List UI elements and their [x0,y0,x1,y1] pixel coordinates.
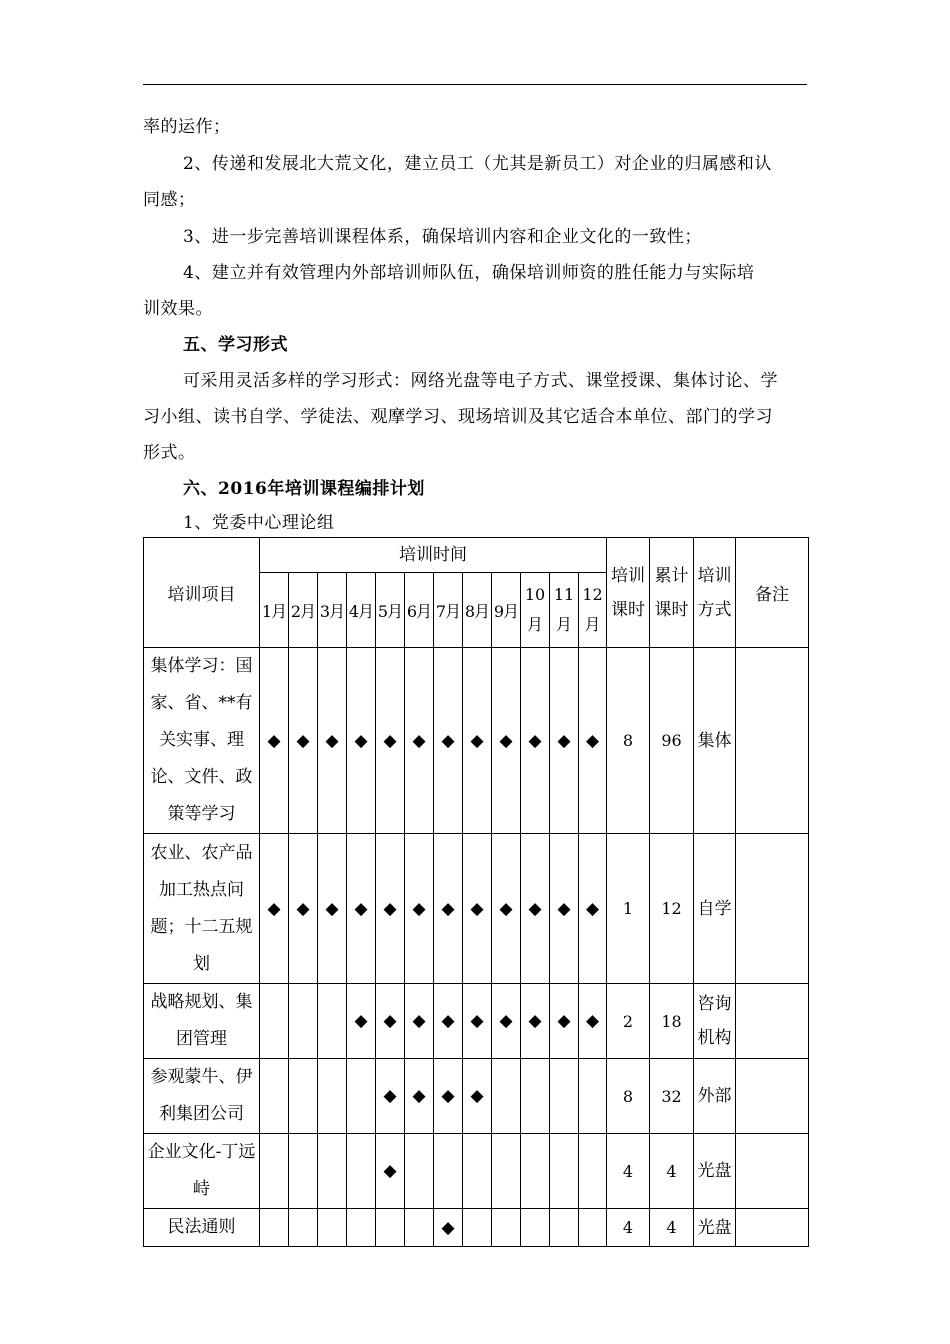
month-header: 11 月 [550,573,579,648]
mode-cell: 集体 [694,648,736,834]
remark-cell [736,984,809,1059]
month-cell: ◆ [521,984,550,1059]
month-cell [579,1059,607,1134]
month-cell: ◆ [492,834,521,984]
month-cell [347,1059,376,1134]
month-cell [492,1059,521,1134]
month-cell [260,1059,289,1134]
remark-cell [736,834,809,984]
month-header: 5月 [376,573,405,648]
training-item: 集体学习：国家、省、**有关实事、理论、文件、政策等学习 [144,648,260,834]
month-cell: ◆ [579,834,607,984]
month-cell [260,1134,289,1209]
month-header: 3月 [318,573,347,648]
header-remark: 备注 [736,538,809,648]
month-cell [405,1209,434,1247]
month-cell [260,1209,289,1247]
mode-cell: 咨询机构 [694,984,736,1059]
month-cell: ◆ [318,648,347,834]
month-cell: ◆ [376,1059,405,1134]
month-cell [463,1134,492,1209]
total-hours-cell: 4 [650,1209,694,1247]
paragraph-line: 率的运作； [143,117,231,137]
header-mode: 培训 方式 [694,538,736,648]
month-cell: ◆ [463,648,492,834]
mode-cell: 光盘 [694,1209,736,1247]
month-cell: ◆ [434,984,463,1059]
paragraph-line: 3、进一步完善培训课程体系，确保培训内容和企业文化的一致性； [183,227,702,247]
paragraph-line: 2、传递和发展北大荒文化，建立员工（尤其是新员工）对企业的归属感和认 [183,154,772,174]
hours-cell: 4 [607,1209,650,1247]
month-cell [289,1059,318,1134]
month-cell [550,1134,579,1209]
month-cell: ◆ [405,984,434,1059]
month-cell: ◆ [521,834,550,984]
month-cell: ◆ [289,648,318,834]
month-header: 8月 [463,573,492,648]
month-header: 10 月 [521,573,550,648]
hours-cell: 4 [607,1134,650,1209]
month-cell: ◆ [405,1059,434,1134]
month-cell [347,1209,376,1247]
total-hours-cell: 18 [650,984,694,1059]
section-heading: 五、学习形式 [183,335,288,355]
training-item: 参观蒙牛、伊利集团公司 [144,1059,260,1134]
mode-cell: 外部 [694,1059,736,1134]
month-cell [550,1209,579,1247]
month-cell [434,1134,463,1209]
month-cell: ◆ [579,648,607,834]
month-header: 12 月 [579,573,607,648]
header-rule [143,84,807,85]
total-hours-cell: 32 [650,1059,694,1134]
month-cell: ◆ [492,984,521,1059]
paragraph-line: 训效果。 [143,299,213,319]
month-cell [521,1059,550,1134]
month-header: 9月 [492,573,521,648]
month-cell: ◆ [376,648,405,834]
remark-cell [736,648,809,834]
month-cell: ◆ [492,648,521,834]
hours-cell: 2 [607,984,650,1059]
month-header: 6月 [405,573,434,648]
training-item: 企业文化-丁远峙 [144,1134,260,1209]
header-item: 培训项目 [144,538,260,648]
month-cell: ◆ [405,648,434,834]
month-cell: ◆ [347,648,376,834]
table-row [144,984,809,1059]
month-cell: ◆ [434,1209,463,1247]
month-cell: ◆ [260,834,289,984]
table-row [144,648,809,834]
remark-cell [736,1134,809,1209]
paragraph-line: 形式。 [143,443,196,463]
month-cell: ◆ [376,1134,405,1209]
training-item: 民法通则 [144,1209,260,1247]
month-cell: ◆ [376,984,405,1059]
mode-cell: 光盘 [694,1134,736,1209]
month-cell [318,1059,347,1134]
month-cell [521,1134,550,1209]
month-cell: ◆ [376,834,405,984]
month-cell [579,1134,607,1209]
header-total: 累计 课时 [650,538,694,648]
month-header: 2月 [289,573,318,648]
hours-cell: 8 [607,1059,650,1134]
month-cell [376,1209,405,1247]
month-cell [463,1209,492,1247]
month-cell [521,1209,550,1247]
month-cell: ◆ [550,648,579,834]
total-hours-cell: 12 [650,834,694,984]
paragraph-line: 习小组、读书自学、学徒法、观摩学习、现场培训及其它适合本单位、部门的学习 [143,407,773,427]
month-cell: ◆ [579,984,607,1059]
month-cell: ◆ [434,1059,463,1134]
table-row [144,1209,809,1247]
month-cell: ◆ [260,648,289,834]
month-cell [318,1134,347,1209]
header-time: 培训时间 [260,538,607,573]
month-cell [492,1134,521,1209]
month-cell [550,1059,579,1134]
month-cell [289,1134,318,1209]
remark-cell [736,1059,809,1134]
month-cell [347,1134,376,1209]
training-schedule-table [143,537,809,1247]
total-hours-cell: 96 [650,648,694,834]
training-item: 战略规划、集团管理 [144,984,260,1059]
month-cell: ◆ [434,648,463,834]
month-cell: ◆ [347,984,376,1059]
training-item: 农业、农产品加工热点问题；十二五规划 [144,834,260,984]
month-cell [289,1209,318,1247]
hours-cell: 8 [607,648,650,834]
subsection-heading: 1、党委中心理论组 [183,513,335,533]
month-cell [260,984,289,1059]
month-cell: ◆ [463,984,492,1059]
month-cell [492,1209,521,1247]
month-cell: ◆ [347,834,376,984]
month-cell [318,984,347,1059]
month-cell [405,1134,434,1209]
section-heading: 六、2016年培训课程编排计划 [183,479,425,499]
paragraph-line: 4、建立并有效管理内外部培训师队伍，确保培训师资的胜任能力与实际培 [183,263,755,283]
month-cell: ◆ [463,834,492,984]
month-cell: ◆ [463,1059,492,1134]
month-cell: ◆ [434,834,463,984]
month-cell [579,1209,607,1247]
table-row [144,1059,809,1134]
table-row [144,834,809,984]
month-cell: ◆ [521,648,550,834]
month-cell: ◆ [405,834,434,984]
month-header: 7月 [434,573,463,648]
paragraph-line: 可采用灵活多样的学习形式：网络光盘等电子方式、课堂授课、集体讨论、学 [183,371,778,391]
month-cell: ◆ [550,984,579,1059]
month-cell [318,1209,347,1247]
hours-cell: 1 [607,834,650,984]
month-header: 4月 [347,573,376,648]
month-cell [289,984,318,1059]
mode-cell: 自学 [694,834,736,984]
table-row [144,1134,809,1209]
month-header: 1月 [260,573,289,648]
month-cell: ◆ [289,834,318,984]
remark-cell [736,1209,809,1247]
total-hours-cell: 4 [650,1134,694,1209]
paragraph-line: 同感； [143,190,196,210]
month-cell: ◆ [550,834,579,984]
header-hours: 培训 课时 [607,538,650,648]
month-cell: ◆ [318,834,347,984]
